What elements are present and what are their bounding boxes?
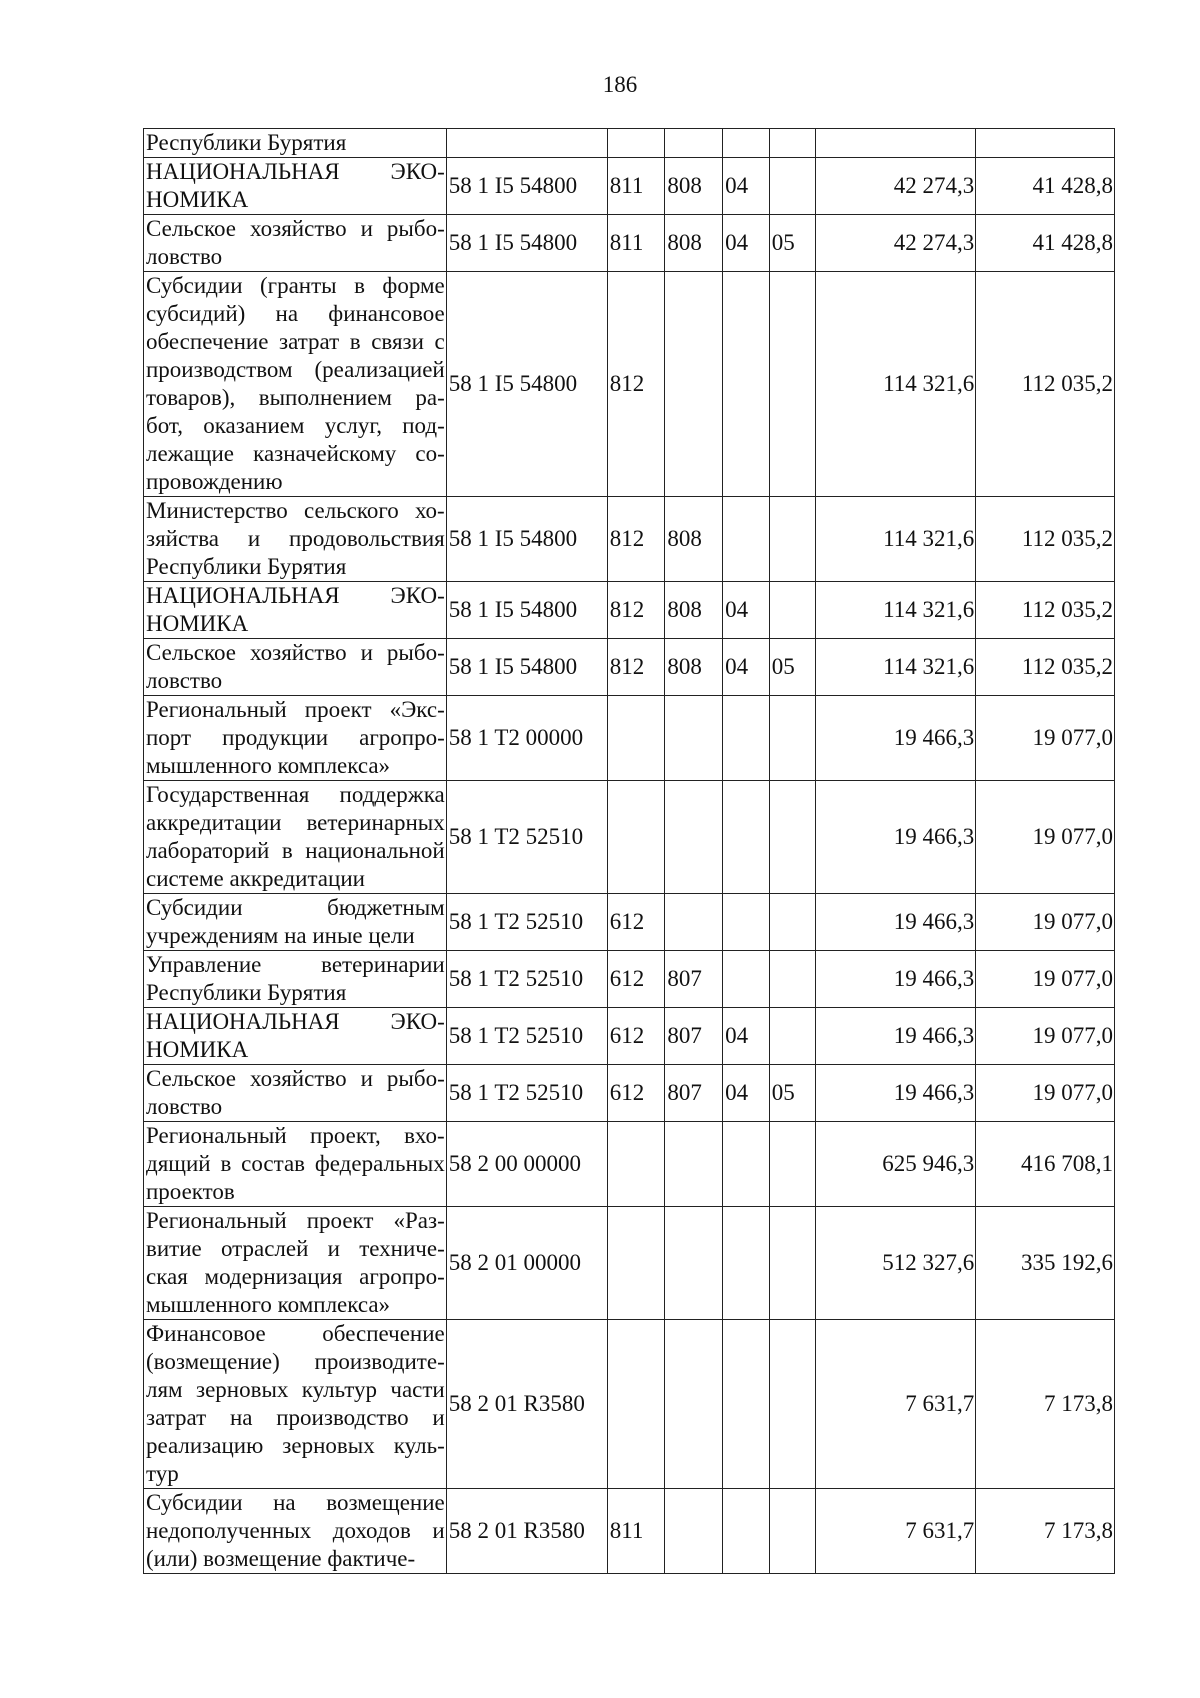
cell-name: Государственная поддержка аккредитации ветеринарных лабораторий в национальной системе аккредитации [144,781,447,894]
cell-name: Субсидии (гранты в форме субсидий) на финансовое обеспечение затрат в связи с производством (реализацией товаров), выполнением ра-бот, оказанием услуг, под-лежащие казначейскому со-провождению [144,272,447,497]
cell-amount-2: 19 077,0 [976,781,1115,894]
cell-section: 04 [723,215,770,272]
cell-amount-1: 19 466,3 [816,696,976,781]
cell-name: Региональный проект «Раз-витие отраслей и техниче-ская модернизация агропро-мышленного комплекса» [144,1207,447,1320]
cell-expense-type: 812 [607,272,665,497]
cell-expense-type: 812 [607,582,665,639]
cell-section [723,894,770,951]
cell-name: Сельское хозяйство и рыбо-ловство [144,639,447,696]
cell-name: НАЦИОНАЛЬНАЯ ЭКО-НОМИКА [144,1008,447,1065]
cell-amount-2: 7 173,8 [976,1320,1115,1489]
cell-amount-2: 112 035,2 [976,639,1115,696]
cell-administrator [665,1207,723,1320]
cell-amount-2: 19 077,0 [976,951,1115,1008]
cell-amount-1: 19 466,3 [816,951,976,1008]
cell-expense-type: 811 [607,215,665,272]
cell-expense-type [607,1320,665,1489]
cell-amount-2: 19 077,0 [976,894,1115,951]
cell-section [723,1122,770,1207]
cell-administrator: 808 [665,158,723,215]
cell-subsection [769,1320,816,1489]
cell-subsection [769,951,816,1008]
cell-administrator: 808 [665,582,723,639]
cell-amount-2: 112 035,2 [976,497,1115,582]
cell-expense-type [607,781,665,894]
cell-name: Республики Бурятия [144,129,447,158]
cell-expense-type: 612 [607,894,665,951]
cell-target-article: 58 1 I5 54800 [446,215,607,272]
table-row [144,639,1115,696]
cell-amount-1: 114 321,6 [816,582,976,639]
cell-amount-1: 19 466,3 [816,894,976,951]
table-row [144,1207,1115,1320]
cell-subsection [769,696,816,781]
cell-target-article: 58 1 T2 52510 [446,951,607,1008]
cell-target-article: 58 1 T2 52510 [446,1008,607,1065]
cell-expense-type [607,696,665,781]
cell-subsection [769,497,816,582]
cell-administrator: 807 [665,951,723,1008]
cell-section: 04 [723,1065,770,1122]
cell-subsection: 05 [769,639,816,696]
cell-amount-1: 19 466,3 [816,1008,976,1065]
cell-expense-type [607,1122,665,1207]
cell-subsection: 05 [769,215,816,272]
cell-section: 04 [723,582,770,639]
cell-target-article: 58 1 I5 54800 [446,497,607,582]
cell-amount-1: 19 466,3 [816,781,976,894]
cell-target-article: 58 2 01 00000 [446,1207,607,1320]
cell-amount-2: 335 192,6 [976,1207,1115,1320]
cell-expense-type: 811 [607,1489,665,1574]
table-row [144,1008,1115,1065]
cell-amount-1: 7 631,7 [816,1320,976,1489]
table-row [144,129,1115,158]
cell-section [723,272,770,497]
cell-name: Сельское хозяйство и рыбо-ловство [144,215,447,272]
budget-table [143,128,1115,1574]
cell-expense-type: 811 [607,158,665,215]
cell-name: НАЦИОНАЛЬНАЯ ЭКО-НОМИКА [144,158,447,215]
cell-amount-1: 42 274,3 [816,158,976,215]
cell-amount-2: 41 428,8 [976,158,1115,215]
cell-subsection [769,129,816,158]
cell-section [723,129,770,158]
cell-name: Сельское хозяйство и рыбо-ловство [144,1065,447,1122]
cell-administrator: 808 [665,639,723,696]
table-row [144,272,1115,497]
cell-name: Субсидии на возмещение недополученных доходов и (или) возмещение фактиче- [144,1489,447,1574]
cell-expense-type: 612 [607,1008,665,1065]
cell-name: Финансовое обеспечение (возмещение) производите-лям зерновых культур части затрат на производство и реализацию зерновых куль-тур [144,1320,447,1489]
cell-amount-1: 512 327,6 [816,1207,976,1320]
cell-subsection [769,1207,816,1320]
cell-administrator [665,1320,723,1489]
cell-expense-type [607,1207,665,1320]
cell-subsection [769,781,816,894]
cell-target-article: 58 1 T2 00000 [446,696,607,781]
cell-amount-2: 41 428,8 [976,215,1115,272]
cell-name: Субсидии бюджетным учреждениям на иные цели [144,894,447,951]
cell-target-article: 58 1 I5 54800 [446,582,607,639]
cell-amount-2: 19 077,0 [976,1065,1115,1122]
cell-subsection [769,1122,816,1207]
cell-amount-2: 19 077,0 [976,1008,1115,1065]
cell-amount-2: 416 708,1 [976,1122,1115,1207]
table-row [144,781,1115,894]
cell-subsection [769,1008,816,1065]
cell-amount-2: 19 077,0 [976,696,1115,781]
cell-section [723,781,770,894]
cell-amount-1: 19 466,3 [816,1065,976,1122]
cell-administrator [665,129,723,158]
cell-subsection [769,582,816,639]
cell-administrator [665,696,723,781]
page-number: 186 [602,72,638,97]
cell-name: НАЦИОНАЛЬНАЯ ЭКО-НОМИКА [144,582,447,639]
cell-target-article: 58 1 T2 52510 [446,1065,607,1122]
table-row [144,158,1115,215]
cell-administrator [665,894,723,951]
cell-expense-type: 612 [607,1065,665,1122]
cell-amount-1: 114 321,6 [816,497,976,582]
cell-target-article: 58 2 00 00000 [446,1122,607,1207]
table-row [144,951,1115,1008]
cell-subsection: 05 [769,1065,816,1122]
cell-target-article: 58 1 T2 52510 [446,894,607,951]
cell-administrator [665,272,723,497]
cell-administrator: 807 [665,1008,723,1065]
cell-expense-type: 812 [607,497,665,582]
cell-administrator [665,1489,723,1574]
cell-section: 04 [723,639,770,696]
cell-administrator: 808 [665,497,723,582]
cell-expense-type: 612 [607,951,665,1008]
cell-name: Министерство сельского хо-зяйства и продовольствия Республики Бурятия [144,497,447,582]
cell-section [723,1489,770,1574]
cell-name: Управление ветеринарии Республики Бурятия [144,951,447,1008]
table-row [144,1320,1115,1489]
cell-amount-1: 114 321,6 [816,272,976,497]
cell-expense-type [607,129,665,158]
cell-administrator [665,781,723,894]
cell-section [723,497,770,582]
cell-amount-1: 625 946,3 [816,1122,976,1207]
cell-target-article: 58 2 01 R3580 [446,1320,607,1489]
cell-subsection [769,894,816,951]
cell-section [723,1207,770,1320]
cell-target-article: 58 1 I5 54800 [446,272,607,497]
cell-subsection [769,272,816,497]
cell-target-article: 58 2 01 R3580 [446,1489,607,1574]
table-row [144,582,1115,639]
cell-amount-1: 7 631,7 [816,1489,976,1574]
cell-name: Региональный проект, вхо-дящий в состав федеральных проектов [144,1122,447,1207]
cell-target-article [446,129,607,158]
cell-amount-2 [976,129,1115,158]
cell-section [723,696,770,781]
cell-amount-2: 112 035,2 [976,582,1115,639]
cell-subsection [769,1489,816,1574]
cell-target-article: 58 1 I5 54800 [446,158,607,215]
cell-expense-type: 812 [607,639,665,696]
cell-amount-2: 112 035,2 [976,272,1115,497]
table-body [144,129,1115,1574]
cell-administrator: 807 [665,1065,723,1122]
table-row [144,215,1115,272]
table-row [144,1122,1115,1207]
cell-administrator: 808 [665,215,723,272]
cell-amount-1: 114 321,6 [816,639,976,696]
cell-amount-1 [816,129,976,158]
cell-administrator [665,1122,723,1207]
cell-section: 04 [723,158,770,215]
table-row [144,1489,1115,1574]
cell-section: 04 [723,1008,770,1065]
cell-target-article: 58 1 I5 54800 [446,639,607,696]
cell-amount-2: 7 173,8 [976,1489,1115,1574]
cell-section [723,1320,770,1489]
table-row [144,497,1115,582]
cell-subsection [769,158,816,215]
table-row [144,696,1115,781]
table-row [144,894,1115,951]
cell-section [723,951,770,1008]
table-row [144,1065,1115,1122]
cell-target-article: 58 1 T2 52510 [446,781,607,894]
cell-name: Региональный проект «Экс-порт продукции агропро-мышленного комплекса» [144,696,447,781]
cell-amount-1: 42 274,3 [816,215,976,272]
